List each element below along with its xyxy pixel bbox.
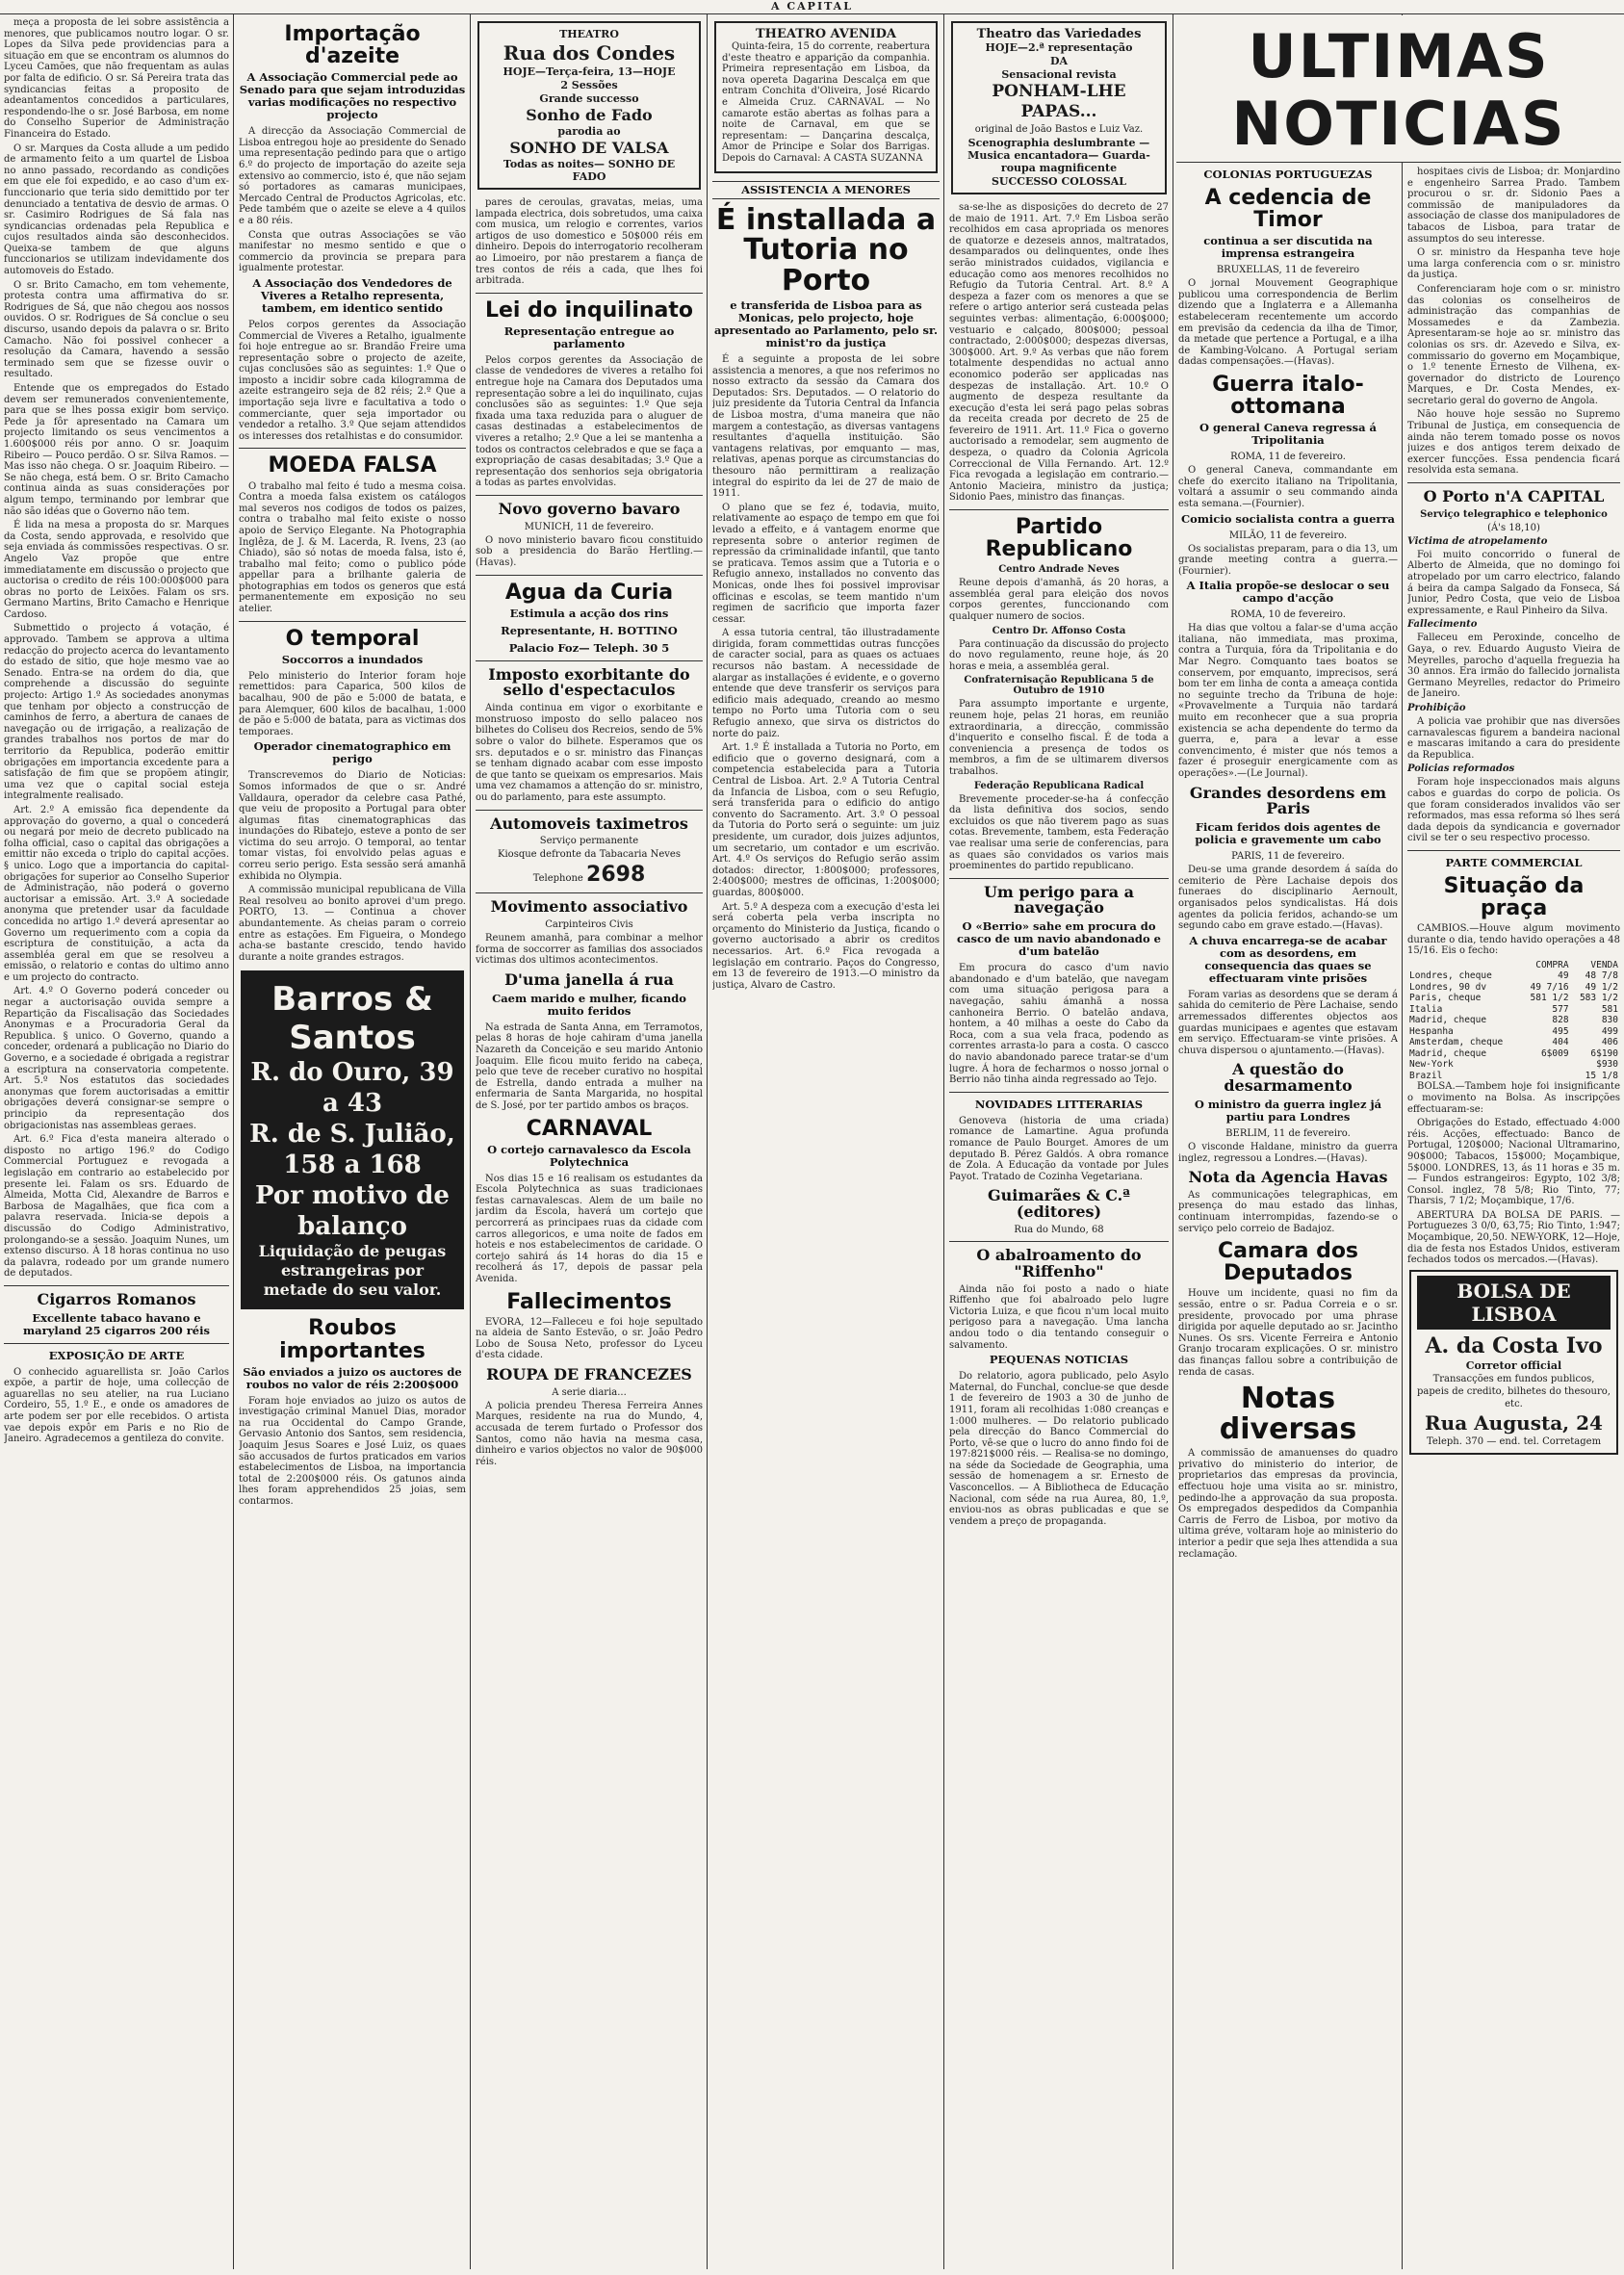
theatro-name: Rua dos Condes (503, 41, 676, 65)
article-text: Art. 6.º Fica d'esta maneira alterado o disposto no artigo 196.º do Codigo Commercial Portuguez e revogada a legislação em contrario ao estabelecido por presente lei. Falam os srs. Eduardo de Almeida, Motta Cid, Alexandre de Barros e Barbosa de Magalhães, que fica com a palavra reservada. Inicia-se depois a discussão do Codigo Administrativo, prolongando-se a sessão. Joaquim Nunes, um extenso discurso. Á 18 horas continua no uso da palavra, rodeado por um grande numero de deputados. (4, 1134, 229, 1280)
article-text: Os socialistas preparam, para o dia 13, um grande meeting contra a guerra.—(Fournier). (1178, 543, 1398, 577)
theatro-parody-title: SONHO DE VALSA (509, 139, 669, 157)
subhead-azeite: A Associação Commercial pede ao Senado para que sejam introduzidas varias modificações no respectivo projecto (239, 70, 466, 122)
ad-automoveis-title: Automoveis taximetros (490, 814, 688, 833)
section-colonias: COLONIAS PORTUGUEZAS (1203, 168, 1373, 181)
ad-barros-liquidacao: Liquidação de peugas estrangeiras por metade do seu valor. (258, 1242, 447, 1300)
article-text: Ainda não foi posto a nado o hiate Riffenho que foi abalroado pelo lugre Victoria Luiza, e que ficou n'um local muito perigoso para a navegação. Uma lancha andou todo o dia tentando conseguir o salvamento. (949, 1283, 1169, 1351)
article-text: Foram hoje enviados ao juizo os autos de investigação criminal Manuel Dias, morador na rua Occidental do Campo Grande, Gervasio Antonio dos Santos, sem residencia, Joaquim Jesus Soares e José Luiz, os quaes são accusados de furtos praticados em varios estabelecimentos de Lisboa, na importancia total de 2:200$000 réis. Os gatunos ainda lhes foram apprehendidos 25 joias, sem contarmos. (239, 1395, 466, 1507)
dateline-bavaro: MUNICH, 11 de fevereiro. (524, 521, 655, 532)
article-text: Entende que os empregados do Estado devem ser remunerados convenientemente, para que se lhes possa exigir bom serviço. Pede ja fôr apresentado na Camara um projecto limitando os seus vencimentos a 1.600$000 réis por anno. O sr. Joaquim Ribeiro — Pouco perdão. O sr. Silva Ramos. — Mas isso não chega. O sr. Joaquim Ribeiro. — Se não chega, está bem. O sr. Brito Camacho continua ainda as suas considerações por algum tempo, terminando por lembrar que não são idéas que o Governo não tem. (4, 383, 229, 517)
bolsa-address: Rua Augusta, 24 (1425, 1410, 1603, 1435)
article-text: Para assumpto importante e urgente, reunem hoje, pelas 21 horas, em reunião extraordinaria, a direcção, commissão d'inquerito e conselho fiscal. É de toda a conveniencia a presença de todos os membros, a fim de se ultimarem diversos trabalhos. (949, 699, 1169, 777)
article-text: O jornal Mouvement Geographique publicou uma correspondencia de Berlim dizendo que a Inglaterra e a Allemanha estabeleceram recentemente um accordo em previsão da cedencia da ilha de Timor, da metade que pertence a Portugal, e a ilha de Kambing-Volcano. A Portugal seriam dadas compensações.—(Havas). (1178, 278, 1398, 368)
variedades-scenography: Scenographia deslumbrante —Musica encantadora— Guarda-roupa magnificente (967, 137, 1150, 174)
bolsa-text: Transacções em fundos publicos, papeis de credito, bilhetes do thesouro, etc. (1417, 1373, 1611, 1409)
variedades-authors: original de João Bastos e Luiz Vaz. (974, 124, 1144, 135)
article-text: Art. 1.º É installada a Tutoria no Porto, em edificio que o governo designará, com a competencia estabelecida para a Tutoria Central de Lisboa. Art. 2.º A Tutoria Central da Infancia de Lisboa, com o seu Refugio, será transferida para o edificio do antigo convento do Sacramento. Art. 3.º O pessoal da Tutoria do Porto será o seguinte: um juiz presidente, um curador, dois juizes adjuntos, um secretario, um contador e um escrivão. Art. 4.º Os serviços do Refugio serão assim dotados: director, 1:800$000; professores, 2:400$000; mestres de officinas, 1:200$000; guardas, 800$000. (712, 742, 940, 898)
subhead-chuva: A chuva encarrega-se de acabar com as desordens, em consequencia das quaes se effectuaram vinte prisões (1189, 933, 1387, 985)
variedades-title: Theatro das Variedades (976, 27, 1142, 41)
article-text: A policia prendeu Theresa Ferreira Annes Marques, residente na rua do Mundo, 4, accusada de terem furtado o Professor dos Santos, como não havia na mesma casa, dinheiro e varios objectos no valor de 90$000 réis. (476, 1400, 703, 1467)
theatro-success: Grande successo (539, 92, 639, 105)
article-text: Art. 2.º A emissão fica dependente da approvação do governo, a qual o concederá ou negará por meio de decreto publicado na folha official, caso o capital das obrigações a emittir não exceda o triplo do capital acções. § unico. Logo que a importancia do capital-obrigações for superior ao Conselho Superior de Administração, não poderá o governo auctorisar a emissão. Art. 3.º A sociedade anonyma que pretender usar da faculdade concedida no artigo 1.º deverá apresentar ao Governo um requerimento com a copia da escriptura de constituição, a acta da assembléa geral em que se resolveu a emissão, o relatorio e contas do ultimo anno e um projecto do contracto. (4, 804, 229, 983)
headline-pequenas: PEQUENAS NOTICIAS (989, 1353, 1129, 1367)
dateline-timor: BRUXELLAS, 11 de fevereiro (1216, 265, 1360, 276)
column-5 (949, 17, 1169, 2267)
subhead-radical: Federação Republicana Radical (973, 780, 1145, 791)
column-2 (239, 17, 466, 2267)
subhead-guimaraes: Rua do Mundo, 68 (1014, 1224, 1104, 1235)
headline-porto: O Porto n'A CAPITAL (1423, 487, 1605, 506)
ad-barros-title: Barros & Santos (271, 980, 433, 1058)
headline-carnaval: CARNAVAL (526, 1116, 653, 1141)
phone-number: 2698 (586, 863, 646, 888)
ad-automoveis-text: Kiosque defronte da Tabacaria Neves (498, 849, 681, 861)
article-text: Obrigações do Estado, effectuado 4:000 réis. Acções, effectuado: Banco de Portugal, 120$000; Nacional Ultramarino, 90$000; Tabacos, 15$000; Moçambique, 5$000. LONDRES, 13, ás 11 horas e 35 m. — Fundos estrangeiros: Egypto, 102 3/8; Consol. inglez, 78 5/8; Rio Tinto, 77; Tharsis, 7 1/2; Moçambique, 17/6. (1407, 1118, 1620, 1207)
article-text: É lida na mesa a proposta do sr. Marques da Costa, sendo approvada, e resolvido que seja enviada ás commissões respectivas. O sr. Angelo Vaz propõe que entre immediatamente em discussão o projecto que auctorisa o credito de réis 100:000$000 para obras no porto de Leixões. Falam os srs. Germano Martins, Brito Camacho e Henrique Cardoso. (4, 520, 229, 620)
subhead-assoc: Carpinteiros Civis (545, 919, 633, 931)
ad-barros-santos (241, 970, 464, 1309)
dateline-berlim: BERLIM, 11 de fevereiro. (1225, 1127, 1351, 1139)
article-text: É a seguinte a proposta de lei sobre assistencia a menores, a que nos referimos no nosso extracto da sessão da Camara dos Deputados: Srs. Deputados. — O relatorio do juiz presidente da Tutoria Central da Infancia de Lisboa mostra, d'uma maneira que não margem a contestação, as diversas vantagens resultantes d'aquella instituição. São vantagens relativas, por emquanto — mas, relativas, apenas porque as circumstancias do thesouro não permittiram a realização integral do espirito da lei de 27 de maio de 1911. (712, 354, 940, 500)
article-text: Reune depois d'amanhã, ás 20 horas, a assembléa geral para eleição dos novos corpos gerentes, funccionando com qualquer numero de socios. (949, 578, 1169, 622)
headline-notas-diversas: Notas diversas (1219, 1382, 1357, 1446)
article-text: Na estrada de Santa Anna, em Terramotos, pelas 8 horas de hoje cahiram d'uma janella Nazareth da Conceição e seu marido Antonio Joaquim. Elle ficou muito ferido na cabeça, pelo que teve de receber curativo no hospital de Estrella, dando entrada a mulher na enfermaria de Santa Margarida, no hospital de S. José, por ter partido ambos os braços. (476, 1021, 703, 1111)
bolsa-name: A. da Costa Ivo (1425, 1332, 1603, 1358)
subhead-roubos: São enviados a juizo os auctores de roubos no valor de réis 2:200$000 (243, 1364, 462, 1391)
bolsa-title-block (1417, 1276, 1611, 1330)
ad-barros-motivo: Por motivo de balanço (255, 1181, 450, 1242)
article-text: Não houve hoje sessão no Supremo Tribunal de Justiça, em consequencia de ainda não terem tomado posse os novos juizes e dos antigos terem deixado de exercer funcções. Essa pendencia ficará resolvida esta semana. (1407, 409, 1620, 477)
subhead-paris: Ficam feridos dois agentes de policia e gravemente um cabo (1195, 820, 1381, 847)
article-text: meça a proposta de lei sobre assistência a menores, que publicamos noutro logar. O sr. Lopes da Silva pede providencias para a situação em que se encontram os alumnos do Lyceu Camões, que não frequentam as aulas por falta de edificio. O sr. Sá Pereira trata das syndicancias feitas a proposito de adeantamentos concedidos a particulares, respondendo-lhe o sr. José Barbosa, em nome do Conselho Superior de Administração Financeira do Estado. (4, 17, 229, 140)
variedades-show: PONHAM-LHE PAPAS... (992, 82, 1126, 121)
article-text: O novo ministerio bavaro ficou constituido sob a presidencia do Barão Hertling.—(Havas). (476, 534, 703, 568)
article-text: A essa tutoria central, tão illustradamente dirigida, foram commettidas outras funcções de caracter social, para as quaes os actuaes recursos não bastam. A necessidade de alargar as installações é evidente, e o governo entende que deve transferir os serviços para edificio mais adequado, creando ao mesmo tempo no Porto uma Tutoria com o seu Refugio annexo, que sirva os districtos do norte do paiz. (712, 628, 940, 739)
subhead-centro: Centro Andrade Neves (998, 564, 1120, 576)
subhead-carnaval: O cortejo carnavalesco da Escola Polytechnica (487, 1142, 691, 1169)
ad-theatro-variedades (951, 21, 1167, 194)
ad-curia-line-3: Palacio Foz— Teleph. 30 5 (508, 640, 670, 655)
article-text: Transcrevemos do Diario de Noticias: Somos informados de que o sr. André Valldaura, operador da celebre casa Pathé, que veiu de proposito a Portugal para obter algumas fitas cinematographicas das inundações do Ribatejo, esteve a ponto de ser victima do seu arrojo. O temporal, ao tentar tomar vistas, foi envolvido pelas aguas e correu serio perigo. Esta sessão será amanhã exhibida no Olympia. (239, 770, 466, 882)
article-text: Foram hoje inspeccionados mais alguns cabos e guardas do corpo de policia. Os que foram considerados invalidos vão ser reformados, mas essa reforma só lhes será dada depois da syndicancia e governador civil se ter o seu respectivo processo. (1407, 777, 1620, 844)
headline-riffenho: O abalroamento do "Riffenho" (976, 1245, 1142, 1280)
ad-barros-address-2: R. de S. Julião, 158 a 168 (249, 1120, 455, 1180)
table-row: Brazil 15 1/8 (1409, 1070, 1618, 1081)
article-text: Em procura do casco d'um navio abandonado e d'um batelão, que navegam com uma situação perigosa para a navegação, sahiu ámanhã a nossa canhoneira Berrio. O batelão andava, hontem, a 40 milhas a oeste do Cabo da Roca, com a sua vela fraca, podendo as correntes arrasta-lo para a costa. O cascco do navio abandonado parece tratar-se d'um lugre. Á hora de fecharmos o nosso jornal o Berrio não tinha ainda regressado ao Tejo. (949, 963, 1169, 1086)
theatro-foot: Todas as noites— SONHO DE FADO (503, 158, 676, 183)
article-text: Do relatorio, agora publicado, pelo Asylo Maternal, do Funchal, conclue-se que desde 1 de fevereiro de 1903 a 30 de junho de 1911, foram ali recolhidas 1:080 creanças e 1:000 mulheres. — Do relatorio publicado pela direcção do Banco Commercial do Porto, vê-se que o lucro do anno findo foi de 197:821$000 réis. — Realisa-se no domingo, na séde da Sociedade de Geographia, uma sessão de homenagem a sr. Ernesto de Vasconcellos. — A Bibliotheca de Educação Nacional, com séde na rua Aurea, 80, 1.º, enviou-nos as obras publicadas e que se vendem a preço de propaganda. (949, 1371, 1169, 1527)
column-6-content (1178, 167, 1398, 2267)
column-3 (476, 17, 703, 2267)
expo-title: EXPOSIÇÃO DE ARTE (48, 1348, 185, 1362)
theatro-when: HOJE—Terça-feira, 13—HOJE (503, 65, 676, 78)
article-text: pares de ceroulas, gravatas, meias, uma lampada electrica, dois sobretudos, uma caixa com musica, um relogio e correntes, varios artigos de uso domestico e 50$000 réis em dinheiro. Depois do interrogatorio recolheram ao Limoeiro, por não prestarem a fiança de tres contos de réis a cada, que lhes foi arbitrada. (476, 197, 703, 287)
article-text: Houve um incidente, quasi no fim da sessão, entre o sr. Padua Correia e o sr. presidente, provocado por uma phrase dirigida por aquelle deputado ao sr. Jacintho Nunes. Os srs. Vicente Ferreira e Antonio Granjo trocaram explicações. O sr. ministro das finanças fallou sobre a contribuição de renda de casas. (1178, 1288, 1398, 1378)
phone-label: Telephone (532, 873, 583, 885)
variedades-da: DA (1049, 55, 1069, 67)
dateline-roma-2: ROMA, 10 de fevereiro. (1230, 609, 1346, 621)
ad-curia-line-2: Representante, H. BOTTINO (501, 623, 678, 637)
article-text: O sr. Marques da Costa allude a um pedido de armamento feito a um quartel de Lisboa no anno passado, recordando as condições em que ele foi expedido, e ao caso d'um ex-funccionario que teria sido demittido por ter denunciado a tentativa de desvio de armas. O sr. Casimiro Rodrigues de Sá fala nas syndicancias ordenadas pela Republica e cujos resultados ainda são desconhecidos. Queixa-se tambem de que alguns funccionarios se utilizam indevidamente dos automoveis do Estado. (4, 142, 229, 277)
dateline-paris: PARIS, 11 de fevereiro. (1231, 851, 1345, 863)
table-row: Hespanha 495 499 (1409, 1025, 1618, 1037)
subhead-atropelamento: Victima de atropelamento (1407, 535, 1548, 547)
article-text: CAMBIOS.—Houve algum movimento durante o dia, tendo havido operações a 48 15/16. Eis o fecho: (1407, 923, 1620, 957)
ad-bolsa-lisboa (1409, 1270, 1618, 1455)
subhead-desarmamento: O ministro da guerra inglez já partiu para Londres (1194, 1097, 1382, 1124)
headline-moeda: MOEDA FALSA (268, 453, 437, 478)
cambios-table (1407, 960, 1620, 1082)
subhead-inquilinato: Representação entregue ao parlamento (503, 323, 675, 350)
table-row: Londres, 90 dv 49 7/16 49 1/2 (1409, 981, 1618, 993)
headline-timor: A cedencia de Timor (1204, 186, 1372, 233)
theatro-sessions: 2 Sessões (560, 79, 618, 91)
column-1 (4, 17, 229, 2267)
theatro-title: THEATRO (559, 28, 619, 40)
subhead-italia: A Italia propõe-se deslocar o seu campo d'acção (1186, 579, 1390, 606)
headline-novidades: NOVIDADES LITTERARIAS (974, 1097, 1144, 1111)
article-text: A policia vae prohibir que nas diversões carnavalescas figurem a bandeira nacional e mascaras imitando a cara do presidente da Republica. (1407, 715, 1620, 761)
headline-ultimas: ULTIMAS NOTICIAS (1231, 21, 1566, 159)
variedades-revista: Sensacional revista (1001, 68, 1117, 81)
article-text: Ha dias que voltou a falar-se d'uma acção italiana, não immediata, mas proxima, contra a Turquia, fóra da Tripolitania e do Mar Negro. Comquanto taes boatos se conservem, por emquanto, imprecisos, será bom ter em linha de conta a ameaça contida no seguinte trecho da Tribuna de hoje: «Provavelmente a Turquia não tardará muito em reconhecer que a sua propria existencia se acha dependente do termo da guerra, e, para a levar a esse convencimento, é mister que nós temos a fazer é proseguir energicamente com as operações».—(Le Journal). (1178, 623, 1398, 779)
subhead-fallecimento: Fallecimento (1407, 619, 1478, 631)
article-text: A direcção da Associação Commercial de Lisboa entregou hoje ao presidente do Senado uma representação pedindo para que o artigo 6.º do projecto de importação do azeite seja extensivo ao commercio, isto é, que não sejam só portadores as camaras municipaes, Mercado Central de Productos Agricolas, etc. Pede também que o azeite se eleve a 4 quilos e a 80 réis. (239, 126, 466, 226)
headline-temporal: O temporal (285, 626, 420, 651)
table-header: COMPRA VENDA (1535, 959, 1618, 970)
section-assistencia: ASSISTENCIA A MENORES (712, 181, 940, 199)
headline-inquilinato: Lei do inquilinato (484, 297, 694, 323)
ad-barros-address-1: R. do Ouro, 39 a 43 (250, 1058, 454, 1119)
ad-theatro-condes (477, 21, 701, 190)
column-7 (1407, 167, 1620, 2267)
article-text: Brevemente proceder-se-ha á confecção da lista definitiva dos socios, sendo excluidos os que não tiverem pago as suas cotas. Brevemente, tambem, esta Federação vae realisar uma serie de conferencias, para as quaes são convidados os varios mais proeminentes do partido republicano. (949, 793, 1169, 872)
column-4 (712, 17, 940, 2267)
headline-situacao: Situação da praça (1443, 873, 1585, 920)
headline-paris: Grandes desordens em Paris (1189, 783, 1387, 818)
ad-curia-line-1: Estimula a acção dos rins (509, 606, 669, 620)
article-text: O sr. ministro da Hespanha teve hoje uma larga conferencia com o sr. ministro da justiça. (1407, 247, 1620, 281)
article-text: Conferenciaram hoje com o sr. ministro das colonias os conselheiros de administração das companhias de Mossamedes e da Zambezia. Apresentaram-se hoje ao sr. ministro das colonias os srs. dr. Azevedo e Silva, ex-commissario do governo em Moçambique, o 1.º tenente Ernesto de Vilhena, ex-governador do districto de Lourenço Marques, e Dr. Costa Mendes, ex-secretario geral do governo de Angola. (1407, 283, 1620, 406)
ad-cigarros-title: Cigarros Romanos (37, 1289, 196, 1308)
headline-desarmamento: A questão do desarmamento (1224, 1060, 1353, 1096)
ad-curia-title: Agua da Curia (504, 580, 674, 605)
article-text: Para continuação da discussão do projecto do novo regulamento, reune hoje, ás 20 horas e meia, a assembléa geral. (949, 638, 1169, 672)
headline-azeite: Importação d'azeite (284, 22, 421, 69)
article-text: Pelos corpos gerentes da Associação de classe de vendedores de viveres a retalho foi entregue hoje na Camara dos Deputados uma representação sobre a lei do inquilinato, cujas conclusões são as seguintes: 1.º Que seja fixada uma taxa reduzida para o aluguer de casas destinadas a estabelecimentos de viveres a retalho; 2.º Que a lei se mantenha a todos os contractos celebrados e que se faça a expropriação de casas desabitadas; 3.º Que a representação dos senhorios seja obrigatoria a todas as partes envolvidas. (476, 354, 703, 489)
subhead-policias: Policias reformados (1407, 763, 1515, 775)
article-text: Foram varias as desordens que se deram á sahida do cemiterio de Père Lachaise, sendo arremessados differentes objectos aos guardas municipaes e agentes que estavam em serviço. Effectuaram-se vinte prisões. A chuva dispersou o ajuntamento.—(Havas). (1178, 989, 1398, 1056)
subhead-tutoria: e transferida de Lisboa para as Monicas, pelo projecto, hoje apresentado ao Parlamento, pelo sr. minist'ro da justiça (713, 298, 938, 350)
headline-nota-havas: Nota da Agencia Havas (1188, 1168, 1388, 1187)
article-text: Submettido o projecto á votação, é approvado. Tambem se approva a ultima redacção do projecto acerca do levantamento do estado de sitio, que hoje mesmo vae ao Senado. Entra-se na ordem do dia, que comprehende a discussão do seguinte projecto: Artigo 1.º As sociedades anonymas que tenham por objecto a construcção de caminhos de ferro, a abertura de canaes de navegação ou de irrigação, a realização de grandes trabalhos nos portos de mar do territorio da Republica, poderão emittir obrigações em importancia excedente para a satisfação de fim que se propõem atingir, uma vez que o capital social esteja integralmente realisado. (4, 623, 229, 802)
ad-cigarros-text: Excellente tabaco havano e maryland 25 cigarros 200 réis (23, 1310, 210, 1337)
article-text: O plano que se fez é, todavia, muito, relativamente ao espaço de tempo em que foi levado a effeito, e á vantagem enorme que representa sobre o anterior regimen de repressão da criminalidade infantil, que tanto se praticava. Temos assim que a Tutoria e o Refugio annexo, installados no convento das Monicas, onde lhes foi possivel improvisar officinas e escolas, se teem mantido n'um regimen de sacrificio que importa fazer cessar. (712, 502, 940, 625)
article-text: Deu-se uma grande desordem á saída do cemiterio de Père Lachaise depois dos funeraes do disciplinario Aernoult, organisados pelos syndicalistas. Há dois agentes da policia feridos, achando-se um segundo cabo em grave estado.—(Havas). (1178, 865, 1398, 932)
bolsa-role: Corretor official (1465, 1358, 1562, 1372)
table-row: Amsterdam, cheque 404 406 (1409, 1037, 1618, 1048)
article-text: Nos dias 15 e 16 realisam os estudantes da Escola Polytechnica as suas tradicionaes festas carnavalescas. Alem de um baile no jardim da Escola, haverá um cortejo que percorrerá as principaes ruas da cidade com carros allegoricos, e uma noite de fados em hoteis e nos estabelecimentos de caridade. O cortejo sahirá ás 14 horas do dia 15 e recolherá ás 17, depois de passar pela Avenida. (476, 1173, 703, 1284)
theatro-show: Sonho de Fado (526, 106, 653, 124)
subhead-cine: Operador cinematographico em perigo (253, 739, 451, 766)
article-text: O visconde Haldane, ministro da guerra inglez, regressou a Londres.—(Havas). (1178, 1141, 1398, 1164)
table-row: Madrid, cheque 828 830 (1409, 1015, 1618, 1026)
avenida-title: THEATRO AVENIDA (755, 27, 897, 41)
section-parte-commercial: PARTE COMMERCIAL (1445, 855, 1583, 869)
subhead-janella: Caem marido e mulher, ficando muito feridos (492, 991, 686, 1018)
article-text: Pelos corpos gerentes da Associação Commercial de Viveres a Retalho, igualmente foi hoje entregue ao sr. Brandão Freire uma representação sobre o projecto de azeite, cujas conclusões são as seguintes: 1.º Que o imposto a incidir sobre cada kilogramma de azeite estrangeiro seja de 82 réis; 2.º Que a importação seja livre e facultativa a todo o commerciante, quer seja importador ou vendedor a retalho. 3.º Que sejam attendidos os interesses dos retalhistas e do consumidor. (239, 319, 466, 442)
masthead: A CAPITAL (0, 0, 1624, 14)
headline-camara: Camara dos Deputados (1217, 1239, 1359, 1286)
subhead-costa: Centro Dr. Affonso Costa (992, 625, 1126, 636)
article-text: Falleceu em Peroxinde, concelho de Gaya, o rev. Eduardo Augusto Vieira de Meyrelles, parocho d'aquella freguezia ha 30 annos. Era irmão do fallecido jornalista Germano Meyrelles, redactor do Primeiro de Janeiro. (1407, 633, 1620, 700)
headline-perigo: Um perigo para a navegação (983, 882, 1135, 918)
expo-text: O conhecido aguarellista sr. João Carlos expõe, a partir de hoje, uma collecção de aguarellas no seu atelier, na rua Luciano Cordeiro, 55, 1.º E., e onde os amadores de arte podem ser por elle recebidos. O artista vae depois expôr em Paris e no Rio de Janeiro. Agradecemos a gentileza do convite. (4, 1366, 229, 1445)
headline-guimaraes: Guimarães & C.ª (editores) (987, 1186, 1131, 1222)
article-text: hospitaes civis de Lisboa; dr. Monjardino e engenheiro Sarrea Prado. Tambem procurou o sr. dr. Sidonio Paes a commissão de manipuladores da associação de classe dos manipuladores de tabacos de Lisboa, para tratar de assumptos do seu interesse. (1407, 167, 1620, 245)
article-text: Consta que outras Associações se vão manifestar no mesmo sentido e que o commercio da provincia se prepara para igualmente protestar. (239, 229, 466, 274)
subhead-caneva: O general Caneva regressa á Tripolitania (1199, 421, 1377, 448)
variedades-when: HOJE—2.ª representação (985, 41, 1133, 54)
table-row: Italia 577 581 (1409, 1003, 1618, 1015)
article-text: As communicações telegraphicas, em presença do mau estado das linhas, continuam interrompidas, fazendo-se o serviço pelo correio de Badajoz. (1178, 1189, 1398, 1234)
article-text: Genoveva (historia de uma criada) romance de Lamartine. Agua profunda romance de Paulo Bourget. Amores de um deputado B. Pérez Galdós. A obra romance de Zola. A Educação da vontade por Jules Payot. Tratado de Cozinha Vegetariana. (949, 1115, 1169, 1182)
bolsa-title: BOLSA DE LISBOA (1456, 1279, 1571, 1326)
article-text: Art. 5.º A despeza com a execução d'esta lei será coberta pela verba inscripta no orçamento do Ministerio da Justiça, ficando o governo auctorisado a abrir os creditos necessarios. Art. 6.º Fica revogada a legislação em contrario. Paços do Congresso, em 13 de fevereiro de 1913.—O ministro da justiça, Alvaro de Castro. (712, 901, 940, 991)
table-row: Madrid, cheque 6$009 6$190 (1409, 1047, 1618, 1059)
headline-sello: Imposto exorbitante do sello d'espectaculos (488, 664, 690, 700)
headline-janella: D'uma janella á rua (504, 969, 674, 989)
headline-roubos: Roubos importantes (279, 1316, 425, 1363)
headline-tutoria: É installada a Tutoria no Porto (715, 202, 937, 297)
ad-automoveis-sub: Serviço permanente (539, 836, 639, 847)
headline-bavaro: Novo governo bavaro (498, 499, 681, 518)
table-row: New-York $930 (1409, 1059, 1618, 1071)
article-text: A commissão de amanuenses do quadro privativo do ministerio do interior, de proprietarios das empresas da provincia, effectuou hoje uma visita ao sr. ministro, pedindo-lhe a approvação da sua proposta. Os empregados despedidos da Companhia Carris de Ferro de Lisboa, por motivo da ultima gréve, voltaram hoje ao ministerio do interior a pedir que seja lhes attendida a sua reclamação. (1178, 1448, 1398, 1560)
article-text: ABERTURA DA BOLSA DE PARIS. — Portuguezes 3 0/0, 63,75; Rio Tinto, 1:947; Moçambique, 20,50. NEW-YORK, 12—Hoje, dia de festa nos Estados Unidos, estiveram fechados todos os mercados.—(Havas). (1407, 1209, 1620, 1266)
article-text: Foi muito concorrido o funeral de Alberto de Almeida, que no domingo foi atropelado por um carro electrico, falando á beira da campa Salgado da Fonseca, Sá Junior, Pedro Costa, que veio de Lisboa expressamente, e Raul Pinheiro da Silva. (1407, 549, 1620, 616)
article-text: O general Caneva, commandante em chefe do exercito italiano na Tripolitania, voltará a assumir o seu commando ainda esta semana.—(Fournier). (1178, 465, 1398, 509)
article-text: EVORA, 12—Falleceu e foi hoje sepultado na aldeia de Santo Estevão, o sr. João Pedro Lobo de Sousa Neto, professor do Lyceu d'esta cidade. (476, 1316, 703, 1361)
variedades-success: SUCCESSO COLOSSAL (991, 175, 1127, 188)
subhead-perigo: O «Berrio» sahe em procura do casco de um navio abandonado e d'um batelão (957, 919, 1161, 959)
theatro-parody: parodia ao (557, 125, 621, 138)
dateline-roma: ROMA, 11 de fevereiro. (1230, 452, 1346, 463)
table-row: Paris, cheque 581 1/2 583 1/2 (1409, 993, 1618, 1004)
table-row: Londres, cheque 49 48 7/8 (1409, 970, 1618, 982)
article-text: Ainda continua em vigor o exorbitante e monstruoso imposto do sello palaceo nos bilhetes do Coliseu dos Recreios, sendo de 5% sobre o valor do bilhete. Esperamos que os srs. deputados e o sr. ministro das Finanças se tenham dignado acabar com esse imposto de que tanto se queixam os empresarios. Mais uma vez chamamos a attenção do sr. ministro, ou do parlamento, para este assumpto. (476, 703, 703, 803)
headline-fallecimentos: Fallecimentos (506, 1289, 672, 1314)
subhead-temporal: Soccorros a inundados (281, 652, 424, 666)
article-text: sa-se-lhe as disposições do decreto de 27 de maio de 1911. Art. 7.º Em Lisboa serão recolhidos em casa apropriada os menores de quatorze e dezeseis annos, maltratados, desamparados ou delinquentes, onde lhes serão ministrados cuidados, vigilancia e educação como aos menores recolhidos no Refugio da Tutoria Central. Art. 8.º A despeza a fazer com os menores a que se refere o artigo anterior será custeada pelas seguintes verbas: alimentação, 6:000$000; vestuario e calçado, 800$000; pessoal contractado, 2:000$000; despezas diversas, 300$000. Art. 9.º As verbas que não forem totalmente despendidas no actual anno economico poderão ser applicadas nas despezas de installação. Art. 10.º O augmento de despeza resultante da execução d'esta lei será pago pelas sobras da receita creada por decreto de 25 de fevereiro de 1911. Art. 11.º Fica o governo auctorisado a remodelar, sem augmento de despeza, o quadro da Colonia Agricola Correccional de Villa Fernando. Art. 12.º Fica revogada a legislação em contrario.—Antonio Macieira, ministro da justiça; Sidonio Paes, ministro das finanças. (949, 202, 1169, 504)
dateline-milao: MILÃO, 11 de fevereiro. (1228, 530, 1348, 541)
headline-assoc: Movimento associativo (490, 897, 688, 917)
subhead-viveres: A Associação dos Vendedores de Viveres a Retalho representa, tambem, em identico sentido (252, 275, 452, 315)
ultimas-noticias-banner (1176, 15, 1621, 163)
subhead-roupa: A serie diaria... (552, 1386, 627, 1398)
article-text: A commissão municipal republicana de Villa Real resolveu ao bonito aprovei d'um prego. PORTO, 13. — Continua a chover abundantemente. As cheias param o correio entre as estações. Em Figueira, o Mondego acha-se bastante crescido, tendo havido durante a noite grandes estragos. (239, 885, 466, 963)
article-text: Art. 4.º O Governo poderá conceder ou negar a auctorisação ouvida sempre a Repartição da Fiscalisação das Sociedades Anonymas e a Procuradoria Geral da Republica. § unico. O Governo, quando a conceder, ordenará a publicação no Diario do Governo, e a sociedade é obrigada a registrar a escriptura na conservatoria competente. Art. 5.º Nos estatutos das sociedades anonymas que forem auctorisadas a emittir obrigações deverá consignar-se sempre o principio da representação dos obrigacionistas nas assembleas geraes. (4, 986, 229, 1131)
bolsa-telephone: Teleph. 370 — end. tel. Corretagem (1426, 1435, 1602, 1447)
ad-automoveis-phone (476, 863, 703, 887)
article-text: Pelo ministerio do Interior foram hoje remettidos: para Caparica, 500 kilos de bacalhau, 900 de pão e 5:000 de batata, e para Alemquer, 600 kilos de bacalhau, 1:000 de pão e 5:000 de batata, para as victimas dos temporaes. (239, 670, 466, 737)
subhead-timor: continua a ser discutida na imprensa estrangeira (1203, 234, 1373, 261)
article-text: Reunem amanhã, para combinar a melhor forma de soccorrer as familias dos associados victimas dos ultimos acontecimentos. (476, 933, 703, 967)
headline-guerra: Guerra italo-ottomana (1212, 372, 1364, 420)
headline-partido: Partido Republicano (985, 515, 1133, 562)
avenida-text: Quinta-feira, 15 do corrente, reabertura d'este theatro e apparição da companhia. Primeira representação em Lisboa, da nova opereta Dagarina Descalça em que entram Conchita d'Oliveira, José Ricardo e Almeida Cruz. CARNAVAL — No camarote estão abertas as folhas para a noite de Carnaval, em que se representam: — Dançarina descalça, Amor de Principe e Solar dos Barrigas. Depois do Carnaval: A CASTA SUZANNA (722, 41, 930, 164)
time-porto: (Á's 18,10) (1487, 522, 1540, 533)
article-text: O sr. Brito Camacho, em tom vehemente, protesta contra uma affirmativa do sr. Rodrigues de Sá, que não chegou aos nossos ouvidos. O sr. Rodrigues de Sá conclue o seu discurso, usando depois da palavra o sr. Brito Camacho. Não foi possivel conhecer a resolução da Camara, havendo a sessão terminado sem que se fizesse ouvir o resultado. (4, 279, 229, 380)
article-text: O trabalho mal feito é tudo a mesma coisa. Contra a moeda falsa existem os catálogos mal severos nos codigos de todos os paizes, contra o trabalho mal feito existe o nosso apoio de Serviço Elegante. Na Photographia Inglêza, de J. & M. Lacerda, R. Ivens, 23 (ao Chiado), são só notas de moeda falsa, isto é, trabalho mal feito; como o publico póde appellar para a brilhante galeria de photographias em todos os generos que está permanentemente em exposição no seu atelier. (239, 480, 466, 615)
headline-roupa: ROUPA DE FRANCEZES (486, 1365, 692, 1383)
ad-theatro-avenida (714, 21, 938, 173)
subhead-porto: Serviço telegraphico e telephonico (1420, 508, 1608, 520)
subhead-prohibicao: Prohibição (1407, 702, 1466, 713)
article-text: BOLSA.—Tambem hoje foi insignificante o movimento na Bolsa. As inscripções effectuaram-se: (1407, 1081, 1620, 1115)
subhead-comicio: Comicio socialista contra a guerra (1181, 511, 1395, 526)
subhead-confra: Confraternisação Republicana 5 de Outubro de 1910 (964, 675, 1154, 697)
